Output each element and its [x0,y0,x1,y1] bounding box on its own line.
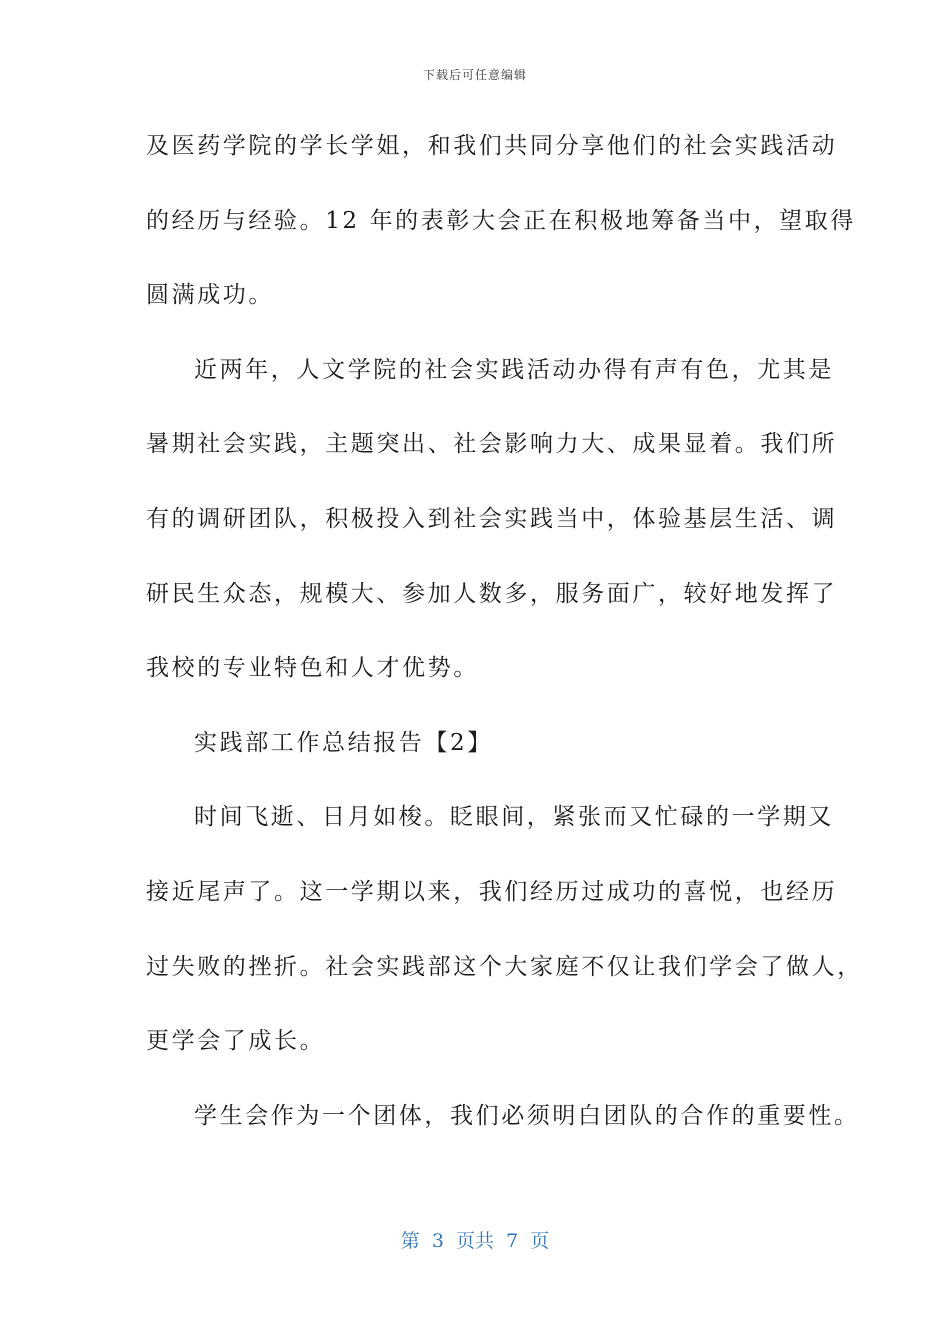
paragraph-line: 研民生众态，规模大、参加人数多，服务面广，较好地发挥了 [146,580,838,607]
paragraph-line: 学生会作为一个团体，我们必须明白团队的合作的重要性。 [194,1102,860,1129]
section-heading: 实践部工作总结报告【2】 [194,729,493,756]
paragraph-line: 及医药学院的学长学姐，和我们共同分享他们的社会实践活动 [146,133,838,159]
paragraph-line: 近两年，人文学院的社会实践活动办得有声有色，尤其是 [194,356,834,383]
paragraph-line: 我校的专业特色和人才优势。 [146,655,479,682]
paragraph-line: 过失败的挫折。社会实践部这个大家庭不仅让我们学会了做人， [146,953,863,980]
paragraph-line: 更学会了成长。 [146,1028,326,1055]
paragraph-line: 圆满成功。 [146,282,274,309]
document-body [146,128,863,1172]
page-number-footer: 第 3 页共 7 页 [400,1230,550,1252]
paragraph-line: 时间飞逝、日月如梭。眨眼间，紧张而又忙碌的一学期又 [194,804,834,831]
page-header-note: 下载后可任意编辑 [422,68,527,82]
paragraph-line: 接近尾声了。这一学期以来，我们经历过成功的喜悦，也经历 [146,878,838,905]
paragraph-line: 暑期社会实践，主题突出、社会影响力大、成果显着。我们所 [146,431,838,458]
paragraph-line: 的经历与经验。12 年的表彰大会正在积极地筹备当中，望取得 [146,207,856,234]
paragraph-line: 有的调研团队，积极投入到社会实践当中，体验基层生活、调 [146,505,838,532]
